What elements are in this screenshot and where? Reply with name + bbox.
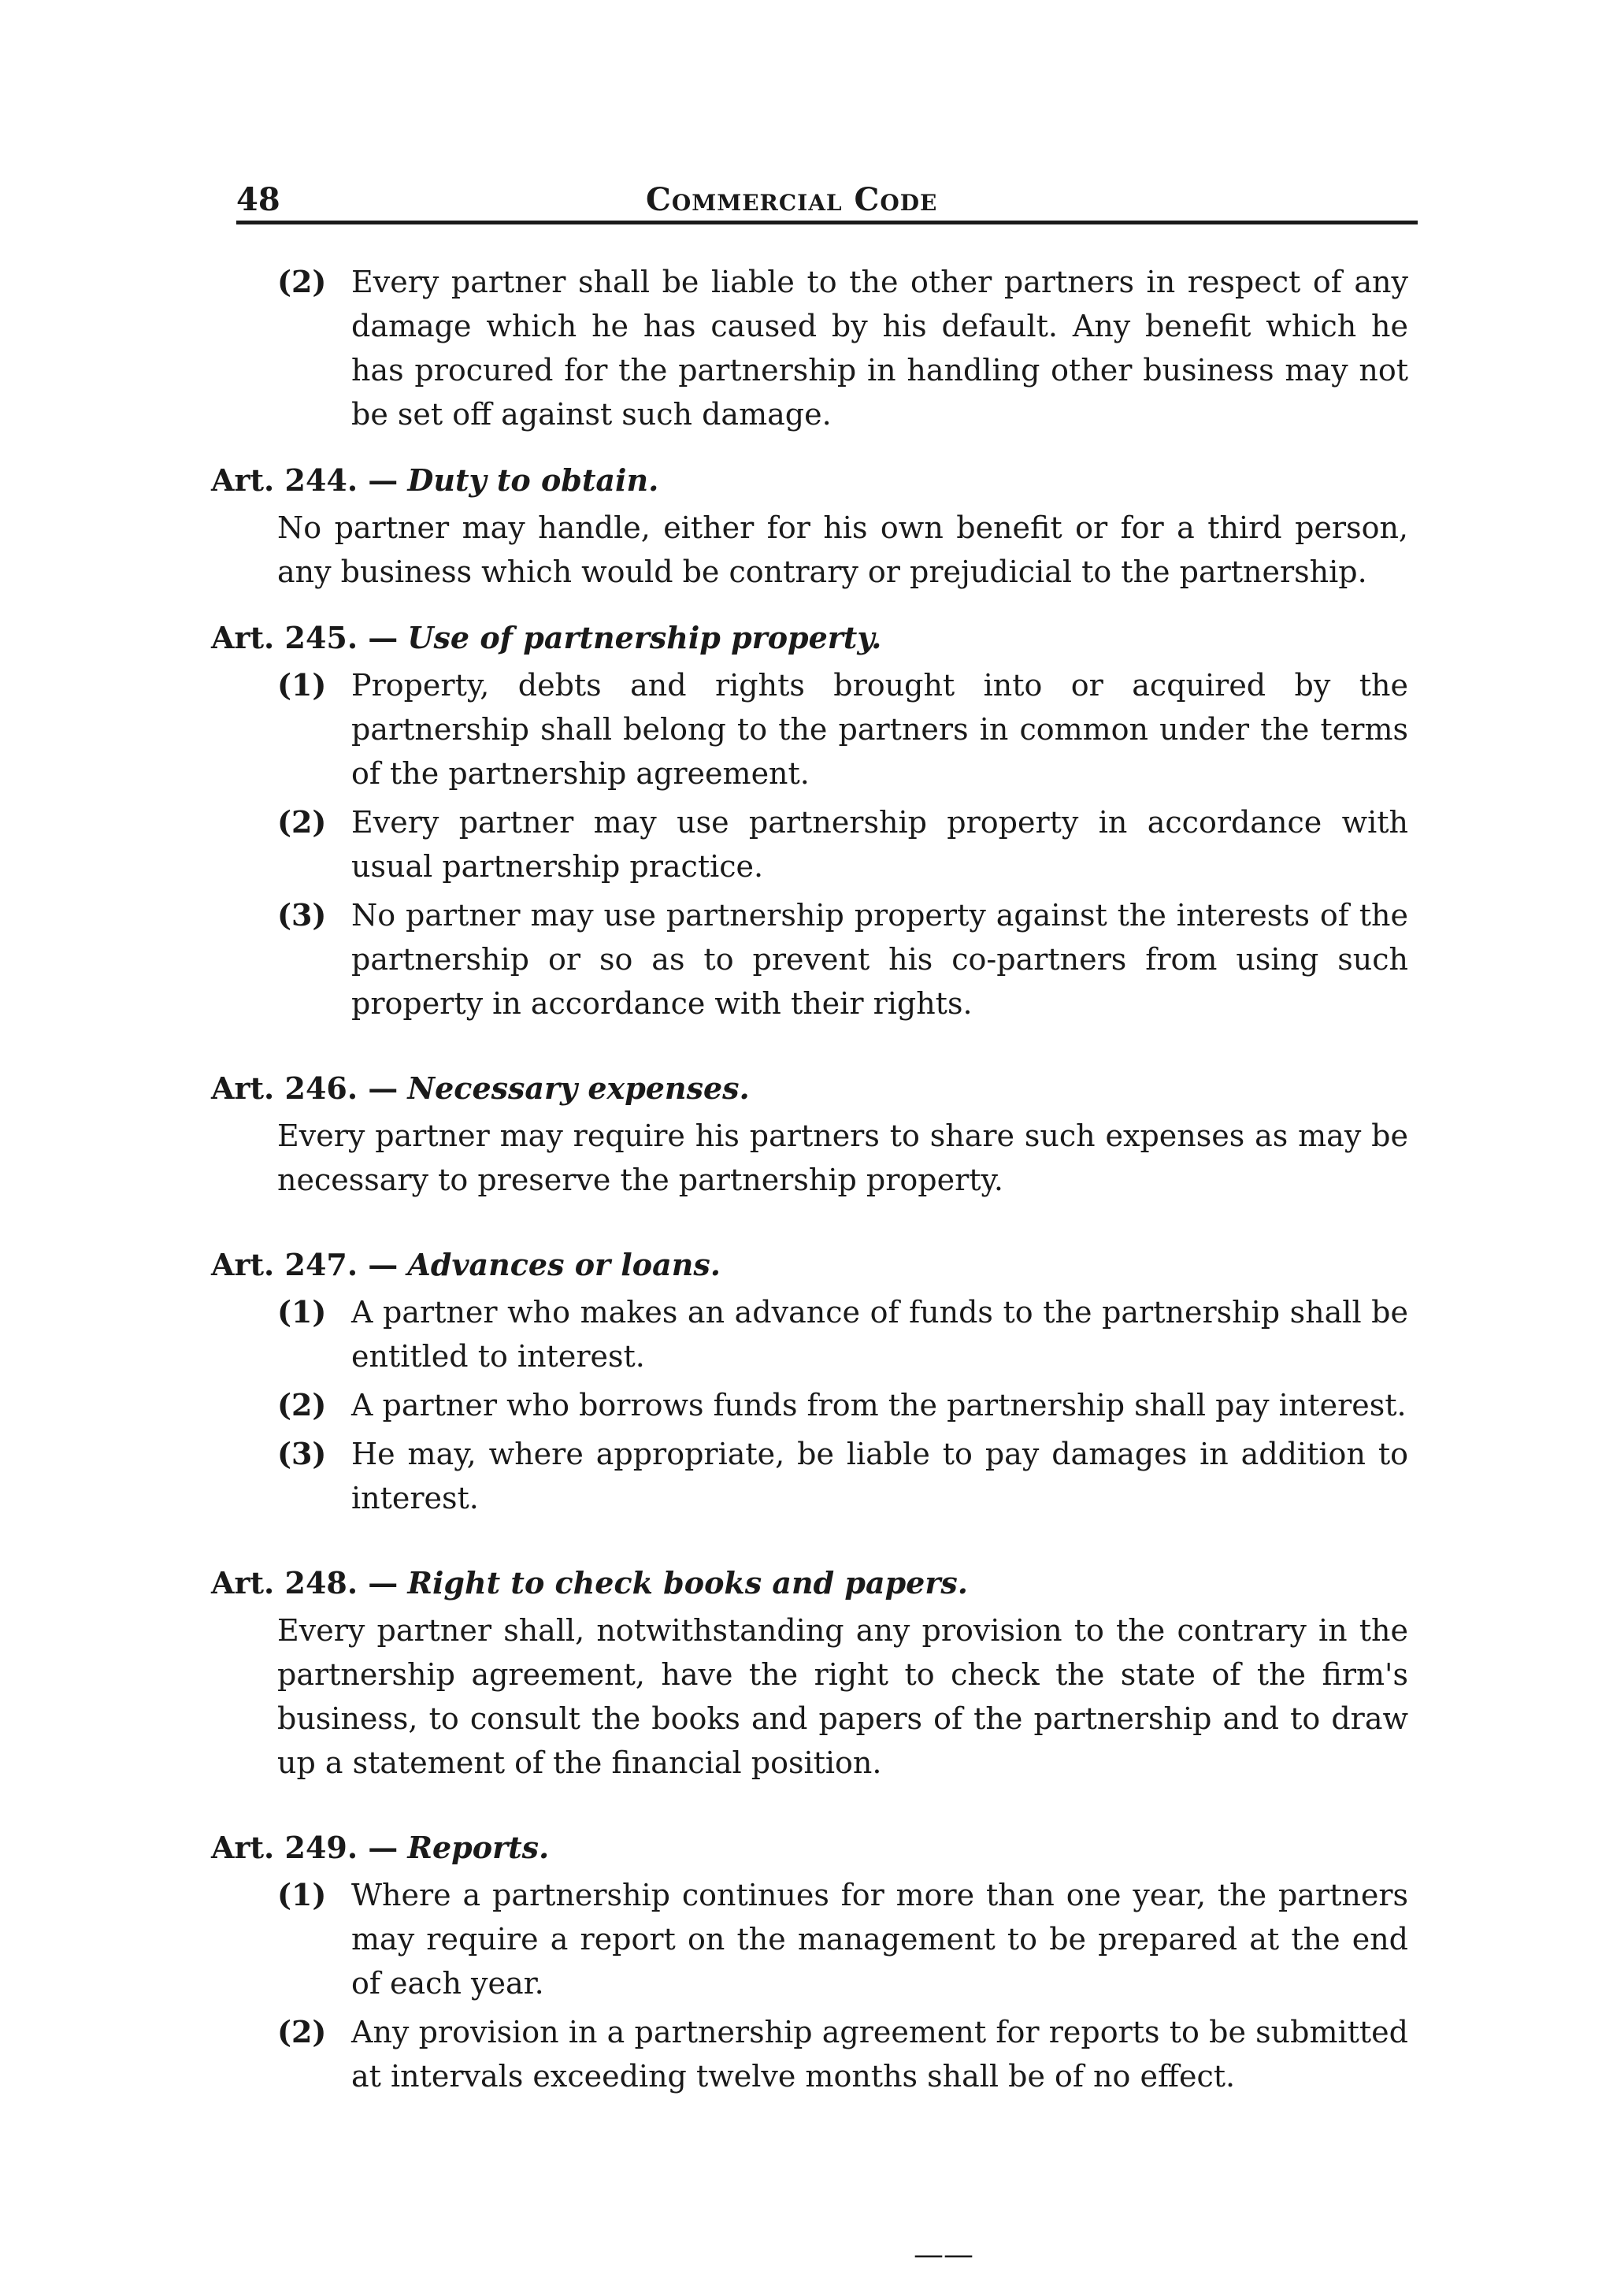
article-heading: [211, 1243, 1408, 1287]
list-item: [277, 800, 1408, 888]
item-number: (1): [277, 667, 327, 703]
item-text: Property, debts and rights brought into or acquired by the partnership shall belong to the partners in common under the terms of the partnership agreement.: [351, 668, 1408, 791]
article-paragraph: Every partner shall, notwithstanding any provision to the contrary in the partnership agreement, have the right to check the state of the firm's business, to consult the books and papers of the partnership and to draw up a statement of the financial position.: [277, 1613, 1408, 1780]
item-text: Any provision in a partnership agreement for reports to be submitted at intervals exceeding twelve months shall be of no effect.: [351, 2015, 1408, 2094]
item-text: No partner may use partnership property against the interests of the partnership or so as to prevent his co-partners from using such property in accordance with their rights.: [351, 898, 1408, 1021]
article-title: Reports.: [407, 1830, 550, 1865]
list-item: [277, 1432, 1408, 1520]
article-label: Art. 248. —: [211, 1565, 399, 1601]
article-title: Duty to obtain.: [407, 462, 659, 498]
item-number: (3): [277, 1436, 327, 1471]
article-label: Art. 247. —: [211, 1247, 399, 1282]
list-item: [277, 2010, 1408, 2098]
article-paragraph: No partner may handle, either for his own benefit or for a third person, any business which would be contrary or prejudicial to the partnership.: [277, 510, 1408, 589]
item-text: He may, where appropriate, be liable to pay damages in addition to interest.: [351, 1437, 1408, 1515]
list-item: [277, 1873, 1408, 2005]
item-number: (3): [277, 897, 327, 933]
item-text: A partner who makes an advance of funds to the partnership shall be entitled to interest.: [351, 1295, 1408, 1374]
article-paragraph: Every partner may require his partners to share such expenses as may be necessary to preserve the partnership property.: [277, 1118, 1408, 1197]
item-text: Where a partnership continues for more than one year, the partners may require a report on the management to be prepared at the end of each year.: [351, 1878, 1408, 2001]
article-label: Art. 246. —: [211, 1070, 399, 1106]
article-heading: [211, 1561, 1408, 1605]
article-title: Right to check books and papers.: [407, 1565, 968, 1601]
item-number: (1): [277, 1877, 327, 1912]
item-number: (2): [277, 2014, 327, 2049]
item-text: Every partner may use partnership property in accordance with usual partnership practice.: [351, 805, 1408, 884]
article-label: Art. 249. —: [211, 1830, 399, 1865]
item-number: (2): [277, 264, 327, 299]
article-title: Advances or loans.: [407, 1247, 721, 1282]
article-title: Use of partnership property.: [407, 620, 882, 655]
article-label: Art. 244. —: [211, 462, 399, 498]
item-text: A partner who borrows funds from the partnership shall pay interest.: [351, 1388, 1407, 1422]
list-item: [277, 1383, 1408, 1427]
running-head: Commercial Code: [646, 181, 938, 218]
item-text: Every partner shall be liable to the other partners in respect of any damage which he has caused by his default. Any benefit which he has procured for the partnership in handling other business may not be set off against such damage.: [351, 265, 1408, 432]
list-item: [277, 893, 1408, 1026]
article-heading: [211, 458, 1408, 503]
article-heading: [211, 1066, 1408, 1111]
article-label: Art. 245. —: [211, 620, 399, 655]
list-item: [277, 1290, 1408, 1378]
item-number: (2): [277, 804, 327, 840]
item-number: (2): [277, 1387, 327, 1422]
article-heading: [211, 616, 1408, 660]
item-number: (1): [277, 1294, 327, 1330]
article-title: Necessary expenses.: [407, 1070, 750, 1106]
list-item: [277, 260, 1408, 436]
header-rule: [236, 221, 1418, 224]
page-number: 48: [236, 181, 280, 218]
document-body: [211, 260, 1408, 2098]
page-footer-mark: ——: [914, 2237, 973, 2272]
article-heading: [211, 1826, 1408, 1870]
list-item: [277, 663, 1408, 796]
